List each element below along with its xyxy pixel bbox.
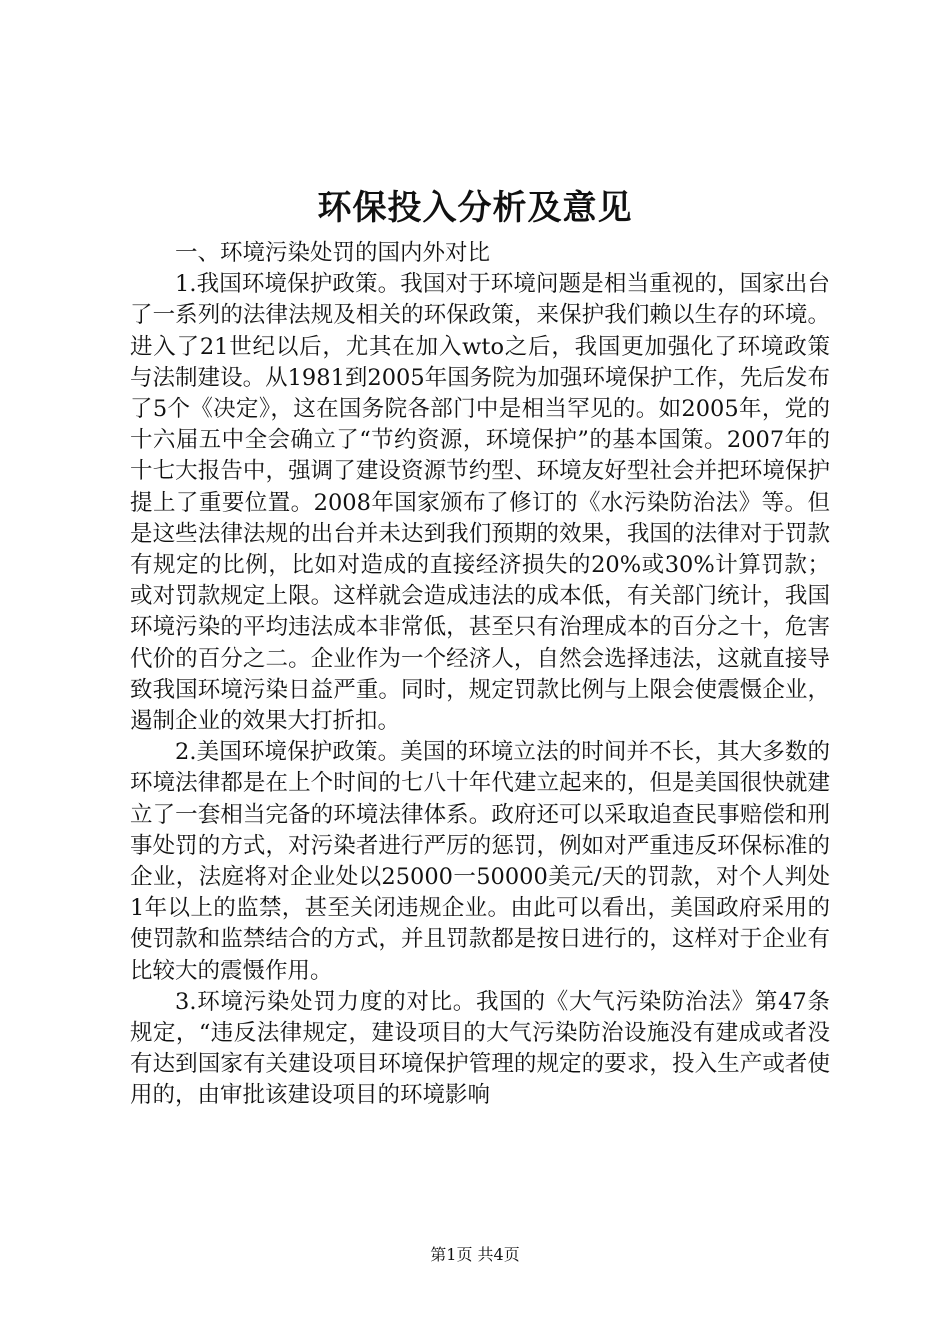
page-footer: 第1页 共4页 [430,1245,520,1264]
document-body [130,238,830,1112]
section-heading: 一、环境污染处罚的国内外对比 [175,240,491,266]
paragraph-3: 3.环境污染处罚力度的对比。我国的《大气污染防治法》第47条规定，“违反法律规定，建设项目的大气污染防治设施没有建成或者没有达到国家有关建设项目环境保护管理的规定的要求，投入生产或者使用的，由审批该建设项目的环境影响 [130,988,830,1109]
paragraph-2: 2.美国环境保护政策。美国的环境立法的时间并不长，其大多数的环境法律都是在上个时间的七八十年代建立起来的，但是美国很快就建立了一套相当完备的环境法律体系。政府还可以采取追查民事赔偿和刑事处罚的方式，对污染者进行严厉的惩罚，例如对严重违反环保标准的企业，法庭将对企业处以25000一50000美元/天的罚款，对个人判处1年以上的监禁，甚至关闭违规企业。由此可以看出，美国政府采用的使罚款和监禁结合的方式，并且罚款都是按日进行的，这样对于企业有比较大的震慑作用。 [130,739,830,984]
document-title: 环保投入分析及意见 [317,188,633,228]
paragraph-1: 1.我国环境保护政策。我国对于环境问题是相当重视的，国家出台了一系列的法律法规及相关的环保政策，来保护我们赖以生存的环境。进入了21世纪以后，尤其在加入wto之后，我国更加强化了环境政策与法制建设。从1981到2005年国务院为加强环境保护工作，先后发布了5个《决定》，这在国务院各部门中是相当罕见的。如2005年，党的十六届五中全会确立了“节约资源，环境保护”的基本国策。2007年的十七大报告中，强调了建设资源节约型、环境友好型社会并把环境保护提上了重要位置。2008年国家颁布了修订的《水污染防治法》等。但是这些法律法规的出台并未达到我们预期的效果，我国的法律对于罚款有规定的比例，比如对造成的直接经济损失的20%或30%计算罚款；或对罚款规定上限。这样就会造成违法的成本低，有关部门统计，我国环境污染的平均违法成本非常低，甚至只有治理成本的百分之十，危害代价的百分之二。企业作为一个经济人，自然会选择违法，这就直接导致我国环境污染日益严重。同时，规定罚款比例与上限会使震慑企业，遏制企业的效果大打折扣。 [130,271,830,735]
